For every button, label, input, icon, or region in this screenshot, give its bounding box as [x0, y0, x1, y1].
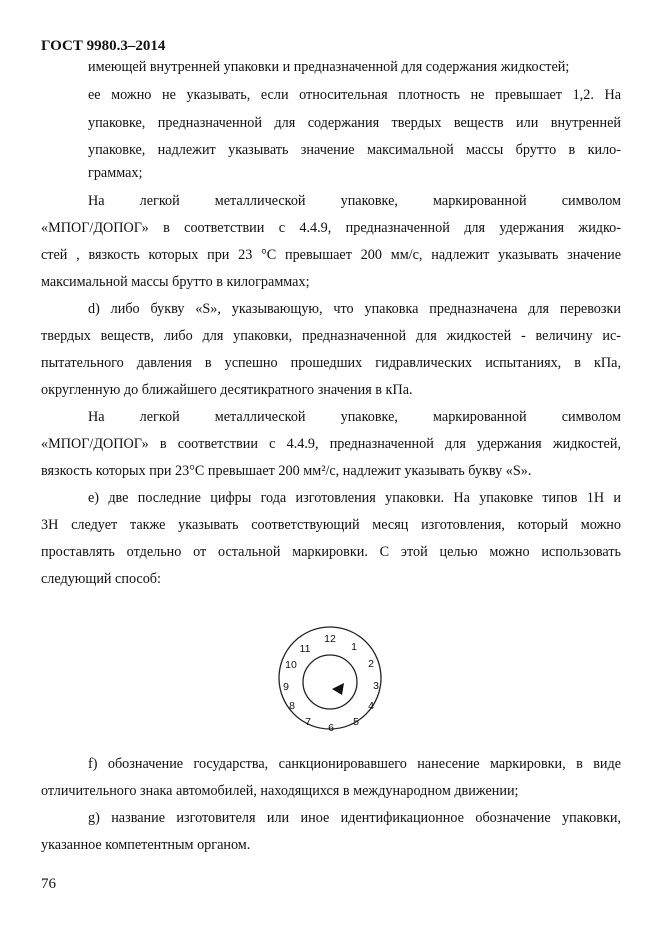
text-line: максимальной массы брутто в килограммах;: [41, 274, 310, 290]
dial-month-label: 3: [373, 680, 379, 692]
text-line: упаковке, предназначенной для содержания твердых веществ или внутренней: [88, 115, 621, 131]
text-line: пытательного давления в успешно прошедших гидравлических испытаниях, в кПа,: [41, 355, 621, 371]
text-line: проставлять отдельно от остальной маркировки. С этой целью можно использовать: [41, 544, 621, 560]
text-line: ее можно не указывать, если относительная плотность не превышает 1,2. На: [88, 87, 621, 103]
dial-month-label: 9: [283, 681, 289, 693]
text-line: е) две последние цифры года изготовления упаковки. На упаковке типов 1Н и: [88, 490, 621, 506]
dial-pointer-arrow: [332, 683, 344, 695]
dial-month-label: 2: [368, 658, 374, 670]
text-line: d) либо букву «S», указывающую, что упаковка предназначена для перевозки: [88, 301, 621, 317]
text-line: f) обозначение государства, санкционировавшего нанесение маркировки, в виде: [88, 756, 621, 772]
dial-month-label: 1: [351, 641, 357, 653]
text-line: следующий способ:: [41, 571, 161, 587]
dial-month-label: 5: [353, 716, 359, 728]
document-header: ГОСТ 9980.3–2014: [41, 38, 166, 54]
text-line: g) название изготовителя или иное идентификационное обозначение упаковки,: [88, 810, 621, 826]
text-line: отличительного знака автомобилей, находящихся в международном движении;: [41, 783, 519, 799]
month-dial-diagram: [276, 624, 384, 732]
text-line: На легкой металлической упаковке, маркированной символом: [88, 193, 621, 209]
dial-month-label: 8: [289, 700, 295, 712]
text-line: имеющей внутренней упаковки и предназначенной для содержания жидкостей;: [88, 59, 570, 75]
text-line: граммах;: [88, 165, 143, 181]
text-line: округленную до ближайшего десятикратного значения в кПа.: [41, 382, 413, 398]
text-line: вязкость которых при 23°С превышает 200 мм²/с, надлежит указывать букву «S».: [41, 463, 532, 479]
dial-month-label: 4: [368, 700, 374, 712]
dial-month-label: 12: [324, 633, 336, 645]
dial-month-label: 7: [305, 716, 311, 728]
text-line: стей , вязкость которых при 23 °С превышает 200 мм/с, надлежит указывать значение: [41, 247, 621, 263]
text-line: указанное компетентным органом.: [41, 837, 251, 853]
page-number: 76: [41, 876, 56, 892]
dial-month-label: 11: [299, 643, 311, 655]
text-line: упаковке, надлежит указывать значение максимальной массы брутто в кило-: [88, 142, 621, 158]
text-line: На легкой металлической упаковке, маркированной символом: [88, 409, 621, 425]
text-line: «МПОГ/ДОПОГ» в соответствии с 4.4.9, предназначенной для удержания жидкостей,: [41, 436, 621, 452]
text-line: твердых веществ, либо для упаковки, предназначенной для жидкостей - величину ис-: [41, 328, 621, 344]
text-line: 3Н следует также указывать соответствующий месяц изготовления, который можно: [41, 517, 621, 533]
text-line: «МПОГ/ДОПОГ» в соответствии с 4.4.9, предназначенной для удержания жидко-: [41, 220, 621, 236]
dial-month-label: 6: [328, 722, 334, 732]
dial-inner-circle: [303, 655, 357, 709]
dial-month-label: 10: [285, 659, 297, 671]
